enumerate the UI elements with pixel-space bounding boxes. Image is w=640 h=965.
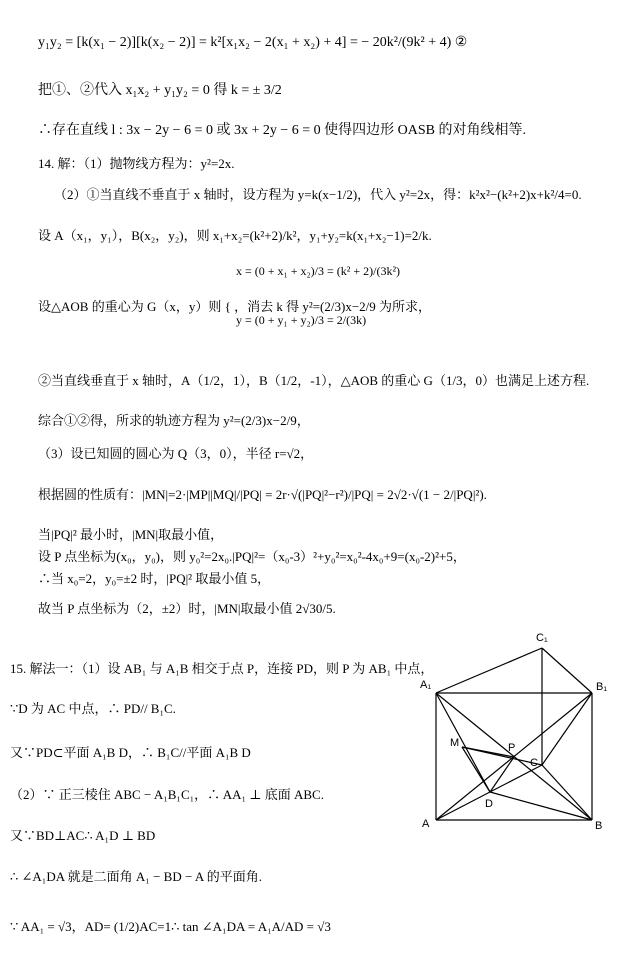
edge-c1b1 xyxy=(542,648,592,693)
q14-part3-line2: 根据圆的性质有：|MN|=2·|MP||MQ|/|PQ| = 2r·√(|PQ|²−r²)/|PQ| = 2√2·√(1 − 2/|PQ|²). xyxy=(38,487,487,502)
label-a: A xyxy=(422,818,430,830)
label-p: P xyxy=(508,742,516,754)
system-eq-y: y = (0 + y₁ + y₂)/3 = 2/(3k) xyxy=(236,313,367,327)
q14-part1: 14. 解：（1）抛物线方程为：y²=2x. xyxy=(38,156,235,171)
centroid-system: 设△AOB 的重心为 G（x，y）则 { ，消去 k 得 y²=(2/3)x−2/9 为所求， xyxy=(38,299,432,314)
q15-line2: ∵D 为 AC 中点，∴ PD// B₁C. xyxy=(10,701,176,716)
edge-cb xyxy=(542,765,592,820)
line-md xyxy=(462,747,490,792)
q15-line1: 15. 解法一：（1）设 AB₁ 与 A₁B 相交于点 P，连接 PD，则 P 为 AB₁ 中点， xyxy=(10,661,434,676)
system-eq-x: x = (0 + x₁ + x₂)/3 = (k² + 2)/(3k²) xyxy=(236,264,401,278)
eq-y1y2: y₁y₂ = [k(x₁ − 2)][k(x₂ − 2)] = k²[x₁x₂ − 2(x₁ + x₂) + 4] = − 20k²/(9k² + 4) ② xyxy=(38,35,468,50)
q15-line6: ∴ ∠A₁DA 就是二面角 A₁ − BD − A 的平面角. xyxy=(10,869,262,884)
label-a1: A₁ xyxy=(420,679,432,691)
q14-part3-line1: （3）设已知圆的圆心为 Q（3，0），半径 r=√2， xyxy=(38,446,314,461)
label-b: B xyxy=(595,820,603,832)
q14-part2-case2: ②当直线垂直于 x 轴时，A（1/2，1），B（1/2，-1），△AOB 的重心 G（1/3，0）也满足上述方程. xyxy=(38,373,590,388)
prism-diagram xyxy=(412,628,634,838)
line-a1d xyxy=(436,693,490,792)
label-c: C xyxy=(530,757,538,769)
q14-part2-line1: （2）①当直线不垂直于 x 轴时，设方程为 y=k(x−1/2)，代入 y²=2x，得：k²x²−(k²+2)x+k²/4=0. xyxy=(54,187,582,202)
q14-part2-line2: 设 A（x₁，y₁），B(x₂，y₂)，则 x₁+x₂=(k²+2)/k²，y₁+y₂=k(x₁+x₂−1)=2/k. xyxy=(38,228,432,243)
label-d: D xyxy=(485,798,493,810)
q14-part3-line6: 故当 P 点坐标为（2，±2）时，|MN|取最小值 2√30/5. xyxy=(38,601,336,616)
q15-line4: （2）∵ 正三棱住 ABC − A₁B₁C₁，∴ AA₁ ⊥ 底面 ABC. xyxy=(10,787,324,802)
q14-part3-line3: 当|PQ|² 最小时，|MN|取最小值， xyxy=(38,527,224,542)
q14-trajectory: 综合①②得，所求的轨迹方程为 y²=(2/3)x−2/9， xyxy=(38,413,310,428)
line-pd xyxy=(490,757,514,792)
line-db xyxy=(490,792,592,820)
q15-line3: 又∵PD⊂平面 A₁B D，∴ B₁C//平面 A₁B D xyxy=(10,745,251,760)
label-m: M xyxy=(450,737,460,749)
label-c1: C₁ xyxy=(536,632,548,644)
q15-line7: ∵ AA₁ = √3，AD= (1/2)AC=1∴ tan ∠A₁DA = A₁A/AD = √3 xyxy=(10,919,331,934)
edge-ac xyxy=(436,765,542,820)
conclusion-13: ∴存在直线 l : 3x − 2y − 6 = 0 或 3x + 2y − 6 = 0 使得四边形 OASB 的对角线相等. xyxy=(38,123,526,138)
eq-k-value: 把①、②代入 x₁x₂ + y₁y₂ = 0 得 k = ± 3/2 xyxy=(38,83,282,98)
label-b1: B₁ xyxy=(596,681,608,693)
edge-a1c1 xyxy=(436,648,542,693)
q15-line5: 又∵BD⊥AC∴ A₁D ⊥ BD xyxy=(10,828,156,843)
q14-part3-line4: 设 P 点坐标为(x₀，y₀)，则 y₀²=2x₀.|PQ|²=（x₀-3）²+y₀²=x₀²-4x₀+9=(x₀-2)²+5， xyxy=(38,549,466,564)
line-cb1 xyxy=(542,693,592,765)
q14-part3-line5: ∴当 x₀=2，y₀=±2 时，|PQ|² 取最小值 5， xyxy=(38,571,271,586)
